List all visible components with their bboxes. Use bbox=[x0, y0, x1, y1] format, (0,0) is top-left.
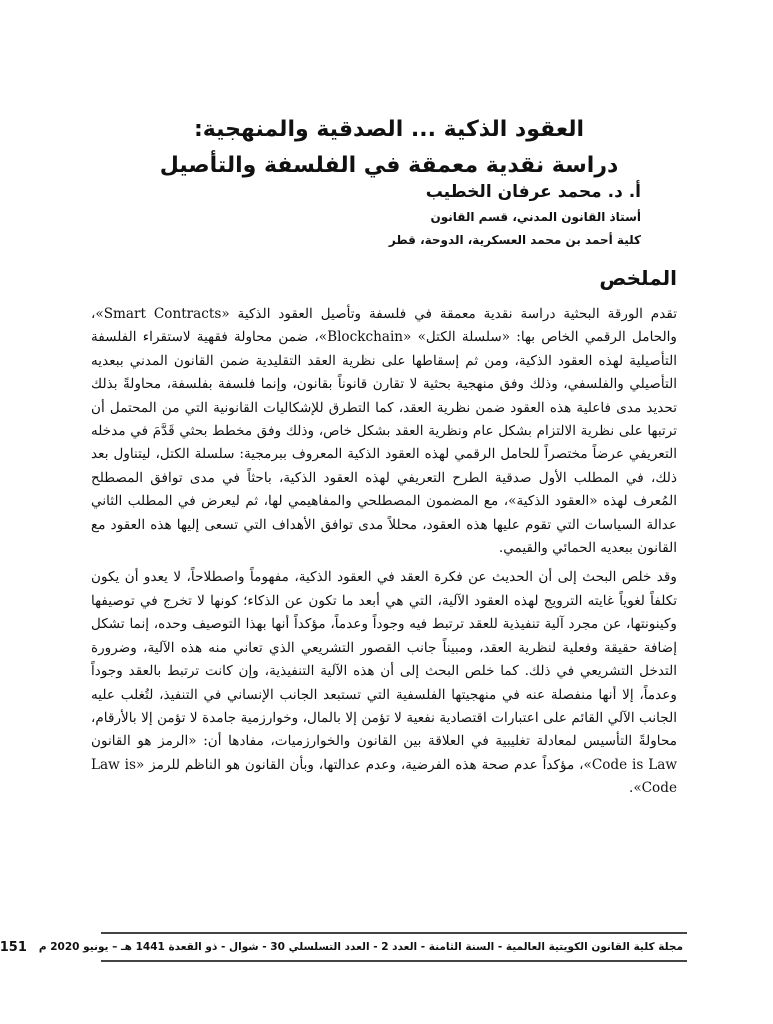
title-line-1: العقود الذكية ... الصدقية والمنهجية: bbox=[193, 117, 585, 142]
article-title bbox=[105, 112, 673, 184]
author-info bbox=[161, 178, 641, 252]
author-position: أستاذ القانون المدني، قسم القانون bbox=[430, 210, 641, 224]
journal-info: مجلة كلية القانون الكويتية العالمية - السنة الثامنة - العدد 2 - العدد التسلسلي 30 - شوال - ذو القعدة 1441 هـ – يونيو 2020 م bbox=[38, 941, 683, 953]
abstract-heading: الملخص bbox=[599, 266, 677, 290]
page-number: 151 bbox=[0, 939, 27, 955]
title-line-2: دراسة نقدية معمقة في الفلسفة والتأصيل bbox=[159, 153, 619, 178]
author-name: أ. د. محمد عرفان الخطيب bbox=[425, 182, 641, 202]
abstract-paragraph-1: تقدم الورقة البحثية دراسة نقدية معمقة في فلسفة وتأصيل العقود الذكية «Smart Contracts»، والحامل الرقمي الخاص بها: «سلسلة الكتل» «Blockchain»، ضمن محاولة فقهية لاستقراء الفلسفة التأصيلية لهذه العقود الذكية، ومن ثم إسقاطها على نظرية العقد التقليدية ضمن القانون المدني ببعديه التأصيلي والفلسفي، وذلك وفق منهجية بحثية لا تقارن قانوناً بقانون، وإنما فلسفة بفلسفة، محاولةً بذلك تحديد مدى فاعلية هذه العقود ضمن نظرية العقد، كما التطرق للإشكاليات القانونية التي من المحتمل أن ترتبها على نظرية الالتزام بشكل عام ونظرية العقد بشكل خاص، وذلك وفق مخطط بحثي قَدَّمَ في مدخله التعريفي عرضاً مختصراً للحامل الرقمي لهذه العقود الذكية المعروف ببرمجية: سلسلة الكتل، ليتناول بعد ذلك، في المطلب الأول صدقية الطرح التعريفي لهذه العقود الذكية، باحثاً في مدى توافق المصطلح المُعرف لهذه «العقود الذكية»، مع المضمون المصطلحي والمفاهيمي لها، ثم ليعرض في المطلب الثاني عدالة السياسات التي تقوم عليها هذه العقود، محللاً مدى توافق الأهداف التي تسعى إليها هذه العقود مع القانون ببعديه الحمائي والقيمي. bbox=[91, 306, 677, 557]
author-institution: كلية أحمد بن محمد العسكرية، الدوحة، قطر bbox=[388, 233, 641, 247]
abstract-body bbox=[91, 303, 677, 801]
page-footer bbox=[0, 932, 687, 962]
abstract-paragraph-2: وقد خلص البحث إلى أن الحديث عن فكرة العقد في العقود الذكية، مفهوماً واصطلاحاً، لا يعدو أن يكون تكلفاً لغوياً غايته الترويج لهذه العقود الآلية، التي هي أبعد ما تكون عن الذكاء؛ كونها لا تخرج في توصيفها وكينونتها، عن مجرد آلية تنفيذية للعقد ترتبط فيه وجوداً وعدماً، مؤكداً أنها بهذا التوصيف وحده، إنما تشكل إضافة حقيقة وفعلية لنظرية العقد، ومبيناً جانب القصور التشريعي الذي تعاني منه هذه الآلية، وضرورة التدخل التشريعي في ذلك. كما خلص البحث إلى أن هذه الآلية التنفيذية، وإن كانت ترتبط بالعقد وجوداً وعدماً، إلا أنها منفصلة عنه في منهجيتها الفلسفية التي تستبعد الجانب الإنساني في التنفيذ، لتُغلب عليه الجانب الآلي القائم على اعتبارات اقتصادية نفعية لا تؤمن إلا بالمال، وخوارزمية جامدة لا تؤمن إلا بالأرقام، محاولةً التأسيس لمعادلة تغليبية في العلاقة بين القانون والخوارزميات، مفادها أن: «الرمز هو القانون Code is Law»، مؤكداً عدم صحة هذه الفرضية، وعدم عدالتها، وبأن القانون هو الناظم للرمز «Law is Code». bbox=[91, 569, 677, 797]
